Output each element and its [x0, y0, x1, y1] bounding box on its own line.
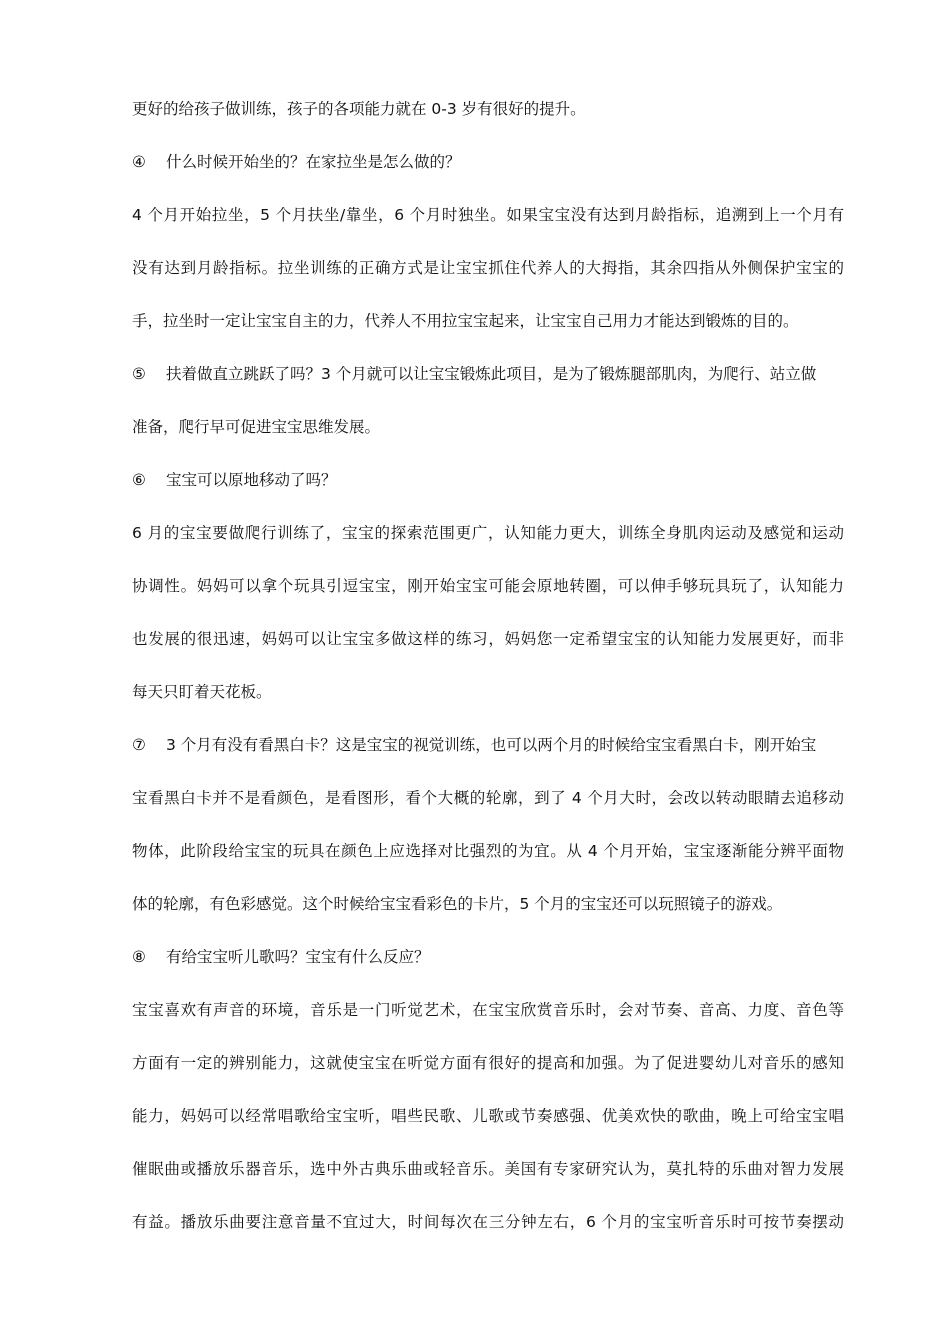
text-line: 6 月的宝宝要做爬行训练了，宝宝的探索范围更广，认知能力更大，训练全身肌肉运动及感觉和运动	[132, 524, 844, 542]
list-item-heading	[132, 470, 337, 490]
text-line: 物体，此阶段给宝宝的玩具在颜色上应选择对比强烈的为宜。从 4 个月开始，宝宝逐渐能分辨平面物	[132, 842, 844, 860]
text-line: 没有达到月龄指标。拉坐训练的正确方式是让宝宝抓住代养人的大拇指，其余四指从外侧保护宝宝的	[132, 259, 844, 277]
text-line: 催眠曲或播放乐器音乐，选中外古典乐曲或轻音乐。美国有专家研究认为，莫扎特的乐曲对智力发展	[132, 1160, 844, 1178]
text-line: 手，拉坐时一定让宝宝自主的力，代养人不用拉宝宝起来，让宝宝自己用力才能达到锻炼的目的。	[132, 312, 799, 330]
text-line: 准备，爬行早可促进宝宝思维发展。	[132, 418, 381, 436]
item-number: ⑥	[132, 471, 146, 489]
list-item-heading	[132, 947, 430, 967]
list-item-heading	[132, 735, 844, 755]
item-number: ⑧	[132, 948, 146, 966]
text-line: 有益。播放乐曲要注意音量不宜过大，时间每次在三分钟左右，6 个月的宝宝听音乐时可按节奏摆动	[132, 1213, 844, 1231]
item-text: 扶着做直立跳跃了吗？3 个月就可以让宝宝锻炼此项目，是为了锻炼腿部肌肉，为爬行、站立做	[166, 365, 817, 383]
item-number: ④	[132, 153, 146, 171]
list-item-heading	[132, 364, 844, 384]
text-line: 体的轮廓，有色彩感觉。这个时候给宝宝看彩色的卡片，5 个月的宝宝还可以玩照镜子的游戏。	[132, 895, 783, 913]
text-line: 宝看黑白卡并不是看颜色，是看图形，看个大概的轮廓，到了 4 个月大时，会改以转动眼睛去追移动	[132, 789, 844, 807]
text-line: 能力，妈妈可以经常唱歌给宝宝听，唱些民歌、儿歌或节奏感强、优美欢快的歌曲，晚上可给宝宝唱	[132, 1107, 844, 1125]
text-line: 方面有一定的辨别能力，这就使宝宝在听觉方面有很好的提高和加强。为了促进婴幼儿对音乐的感知	[132, 1054, 844, 1072]
text-line: 每天只盯着天花板。	[132, 683, 272, 701]
item-number: ⑤	[132, 365, 146, 383]
text-line: 4 个月开始拉坐，5 个月扶坐/靠坐，6 个月时独坐。如果宝宝没有达到月龄指标，追溯到上一个月有	[132, 206, 844, 224]
text-line: 也发展的很迅速，妈妈可以让宝宝多做这样的练习，妈妈您一定希望宝宝的认知能力发展更好，而非	[132, 630, 844, 648]
text-line: 协调性。妈妈可以拿个玩具引逗宝宝，刚开始宝宝可能会原地转圈，可以伸手够玩具玩了，认知能力	[132, 577, 844, 595]
item-text: 有给宝宝听儿歌吗？宝宝有什么反应？	[166, 948, 430, 966]
item-text: 宝宝可以原地移动了吗？	[166, 471, 337, 489]
text-line: 更好的给孩子做训练，孩子的各项能力就在 0-3 岁有很好的提升。	[132, 100, 586, 118]
item-text: 什么时候开始坐的？在家拉坐是怎么做的？	[166, 153, 461, 171]
item-text: 3 个月有没有看黑白卡？这是宝宝的视觉训练，也可以两个月的时候给宝宝看黑白卡，刚开始宝	[166, 736, 817, 754]
text-line: 宝宝喜欢有声音的环境，音乐是一门听觉艺术，在宝宝欣赏音乐时，会对节奏、音高、力度、音色等	[132, 1001, 844, 1019]
list-item-heading	[132, 152, 461, 172]
item-number: ⑦	[132, 736, 146, 754]
